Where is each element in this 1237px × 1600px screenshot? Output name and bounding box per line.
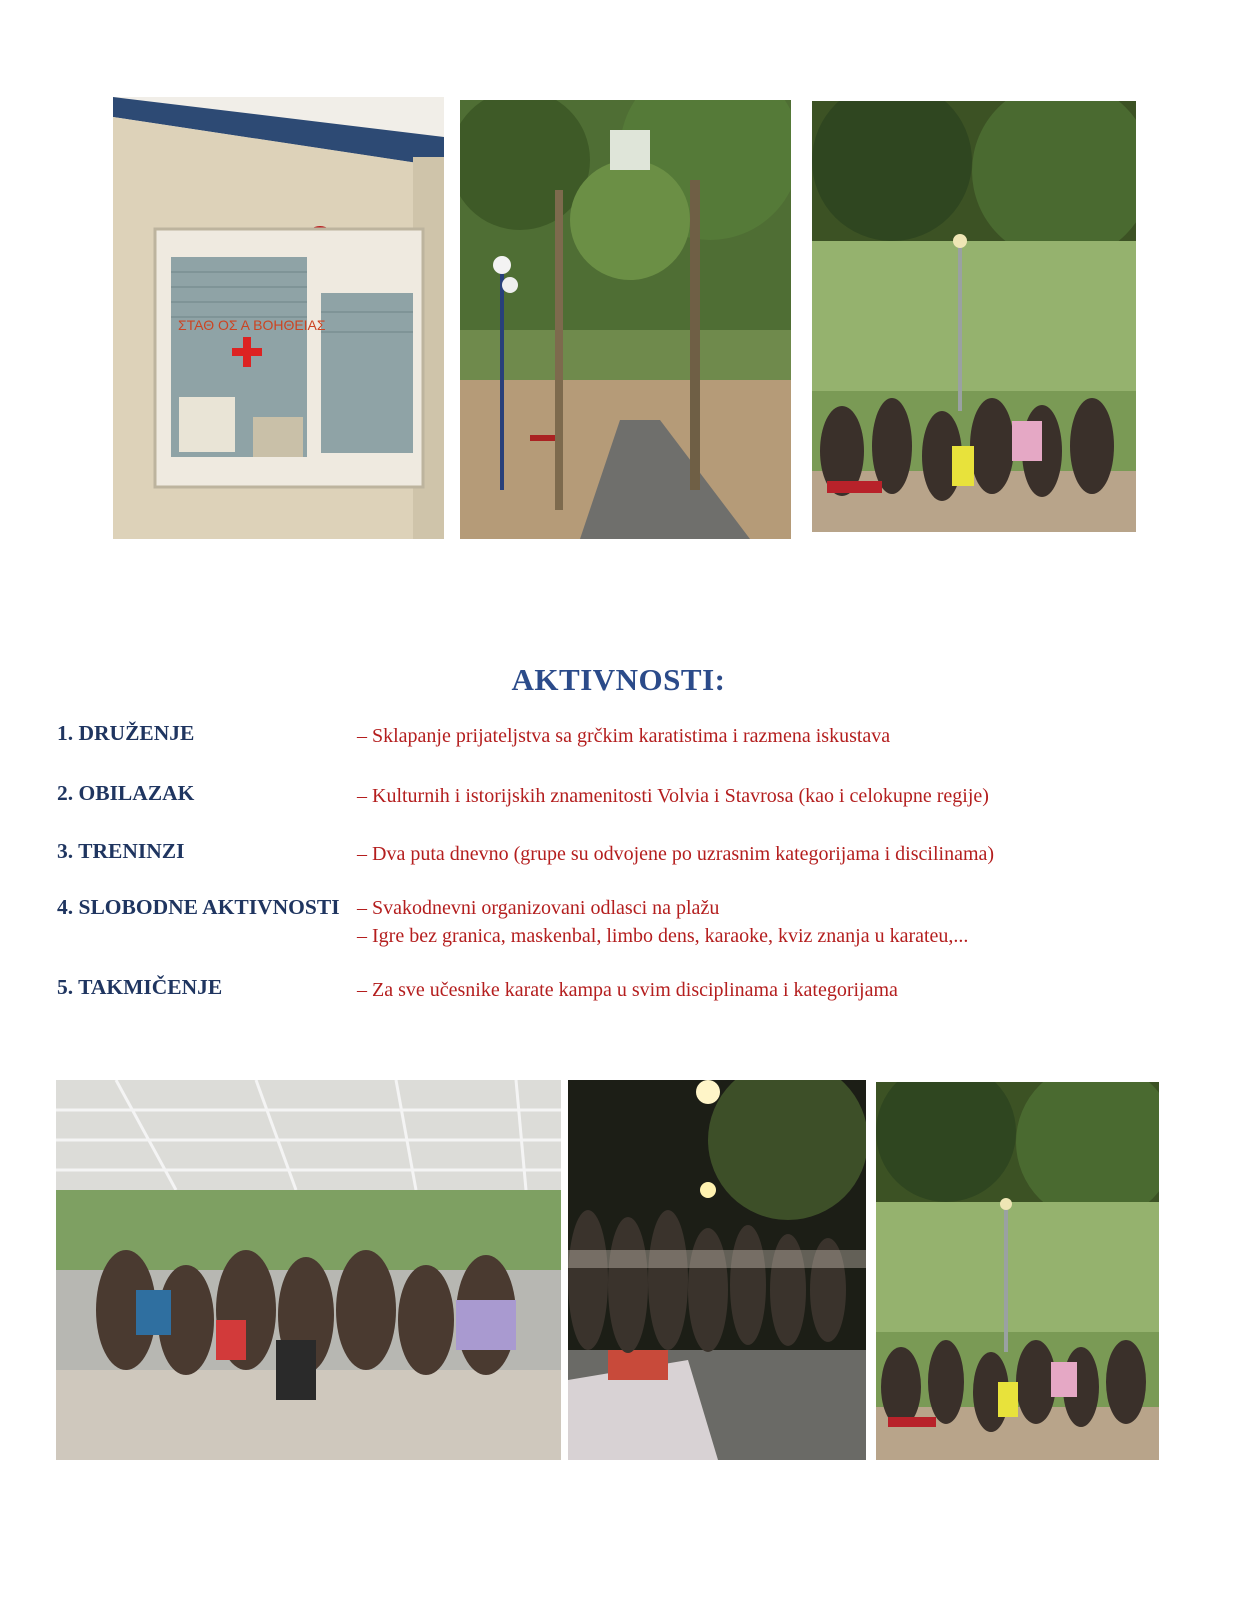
activity-description: – Za sve učesnike karate kampa u svim disciplinama i kategorijama — [357, 979, 898, 1001]
group-under-trees-photo — [812, 101, 1136, 532]
page-title: AKTIVNOSTI: — [511, 662, 726, 697]
park-path-photo — [460, 100, 791, 539]
activity-label: 2. OBILAZAK — [57, 781, 195, 805]
activity-label: 1. DRUŽENJE — [57, 721, 195, 745]
activity-description: – Kulturnih i istorijskih znamenitosti Volvia i Stavrosa (kao i celokupne regije) — [357, 785, 989, 807]
activity-description: – Svakodnevni organizovani odlasci na plažu – Igre bez granica, maskenbal, limbo dens, karaoke, kviz znanja u karateu,... — [357, 897, 969, 947]
night-crowd-photo — [568, 1080, 866, 1460]
activity-label: 3. TRENINZI — [57, 839, 185, 863]
group-under-trees-photo-2 — [876, 1082, 1159, 1460]
activity-description: – Dva puta dnevno (grupe su odvojene po uzrasnim kategorijama i discilinama) — [357, 843, 995, 865]
activity-label: 5. TAKMIČENJE — [57, 975, 223, 999]
first-aid-station-photo — [113, 97, 444, 539]
activity-label: 4. SLOBODNE AKTIVNOSTI — [57, 895, 340, 919]
svg-text:ΣΤΑΘ ΟΣ Α ΒΟΗΘΕΙΑΣ: ΣΤΑΘ ΟΣ Α ΒΟΗΘΕΙΑΣ — [178, 317, 326, 333]
group-pavilion-photo — [56, 1080, 561, 1460]
activity-description: – Sklapanje prijateljstva sa grčkim karatistima i razmena iskustava — [357, 725, 891, 747]
